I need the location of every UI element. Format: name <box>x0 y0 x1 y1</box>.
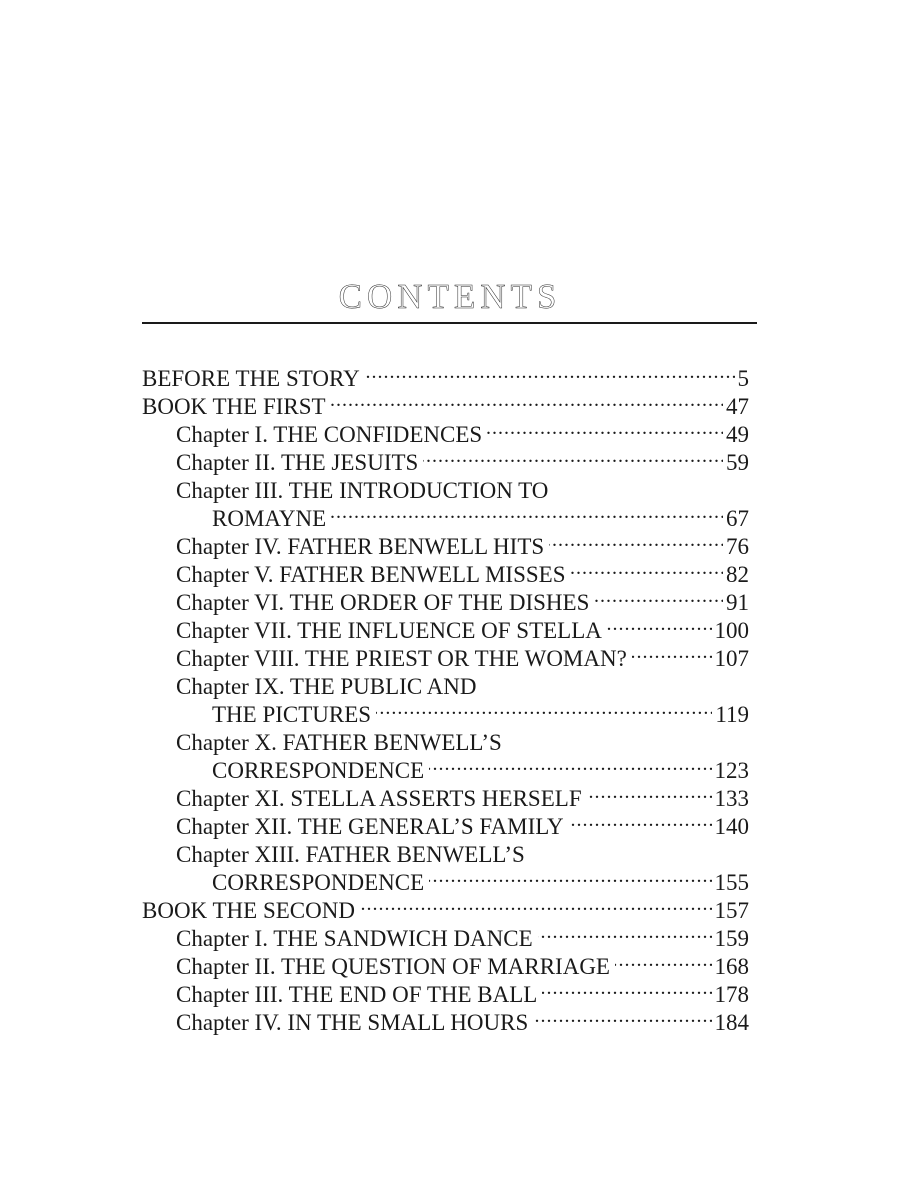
toc-entry-label: CORRESPONDENCE <box>212 758 425 783</box>
toc-entry-label: Chapter I. THE SANDWICH DANCE <box>176 926 533 951</box>
toc-leader-dots <box>360 890 712 918</box>
toc-entry-page-number: 100 <box>714 618 749 643</box>
toc-entry-label: Chapter I. THE CONFIDENCES <box>176 422 483 447</box>
toc-leader-dots <box>607 610 712 638</box>
toc-entry-label: Chapter III. THE END OF THE BALL <box>176 982 538 1007</box>
toc-entry-label: CORRESPONDENCE <box>212 870 425 895</box>
toc-leader-dots <box>632 638 712 666</box>
toc-entry-label: Chapter IV. FATHER BENWELL HITS <box>176 534 545 559</box>
toc-leader-dots <box>538 918 712 946</box>
toc-leader-dots <box>376 694 712 722</box>
toc-entry-label: Chapter VI. THE ORDER OF THE DISHES <box>176 590 590 615</box>
toc-entry-page-number: 47 <box>726 394 749 419</box>
toc-entry-page-number: 119 <box>715 702 749 727</box>
toc-entry-label: Chapter VIII. THE PRIEST OR THE WOMAN? <box>176 646 627 671</box>
toc-entry-label: BOOK THE FIRST <box>142 394 326 419</box>
toc-entry-label: Chapter IX. THE PUBLIC AND <box>176 674 477 699</box>
toc-entry-label: Chapter II. THE JESUITS <box>176 450 419 475</box>
toc-entry-page-number: 159 <box>714 926 749 951</box>
toc-entry-label: BEFORE THE STORY <box>142 366 360 391</box>
toc-entry-label: Chapter V. FATHER BENWELL MISSES <box>176 562 566 587</box>
toc-leader-dots <box>487 414 723 442</box>
toc-entry-page-number: 155 <box>714 870 749 895</box>
toc-entry-label: Chapter IV. IN THE SMALL HOURS <box>176 1010 529 1035</box>
toc-entry-label: THE PICTURES <box>212 702 372 727</box>
toc-entry-page-number: 59 <box>726 450 749 475</box>
toc-leader-dots <box>549 526 723 554</box>
toc-entry-label: ROMAYNE <box>212 506 327 531</box>
toc-leader-dots <box>429 862 711 890</box>
toc-leader-dots <box>533 1002 711 1030</box>
toc-leader-dots <box>587 778 712 806</box>
toc-leader-dots <box>571 554 723 582</box>
toc-leader-dots <box>331 498 723 526</box>
toc-leader-dots <box>615 946 712 974</box>
toc-entry-label: Chapter XIII. FATHER BENWELL’S <box>176 842 525 867</box>
toc-entry-page-number: 82 <box>726 562 749 587</box>
toc-leader-dots <box>542 974 711 1002</box>
toc-entry <box>142 358 749 391</box>
toc-entry-page-number: 76 <box>726 534 749 559</box>
toc-entry-page-number: 157 <box>714 898 749 923</box>
toc-leader-dots <box>594 582 723 610</box>
toc-entry-page-number: 140 <box>714 814 749 839</box>
toc-entry-label: Chapter II. THE QUESTION OF MARRIAGE <box>176 954 610 979</box>
title-divider <box>142 322 757 324</box>
toc-entry-label: Chapter III. THE INTRODUCTION TO <box>176 478 549 503</box>
toc-leader-dots <box>429 750 711 778</box>
toc-entry-page-number: 123 <box>714 758 749 783</box>
toc-entry-label: BOOK THE SECOND <box>142 898 355 923</box>
toc-entry-page-number: 91 <box>726 590 749 615</box>
table-of-contents <box>142 358 749 1035</box>
toc-leader-dots <box>365 358 735 386</box>
toc-entry-label: Chapter XII. THE GENERAL’S FAMILY <box>176 814 564 839</box>
page-title: CONTENTS <box>338 277 562 317</box>
toc-entry-page-number: 168 <box>714 954 749 979</box>
toc-entry-page-number: 178 <box>714 982 749 1007</box>
toc-entry-label: Chapter XI. STELLA ASSERTS HERSELF <box>176 786 582 811</box>
toc-entry-page-number: 133 <box>714 786 749 811</box>
toc-entry-page-number: 67 <box>726 506 749 531</box>
toc-leader-dots <box>423 442 723 470</box>
toc-entry-page-number: 107 <box>714 646 749 671</box>
toc-entry-page-number: 49 <box>726 422 749 447</box>
toc-entry-label: Chapter VII. THE INFLUENCE OF STELLA <box>176 618 602 643</box>
toc-entry-page-number: 5 <box>737 366 749 391</box>
toc-entry-page-number: 184 <box>714 1010 749 1035</box>
toc-entry-label: Chapter X. FATHER BENWELL’S <box>176 730 502 755</box>
toc-leader-dots <box>569 806 712 834</box>
toc-leader-dots <box>331 386 723 414</box>
